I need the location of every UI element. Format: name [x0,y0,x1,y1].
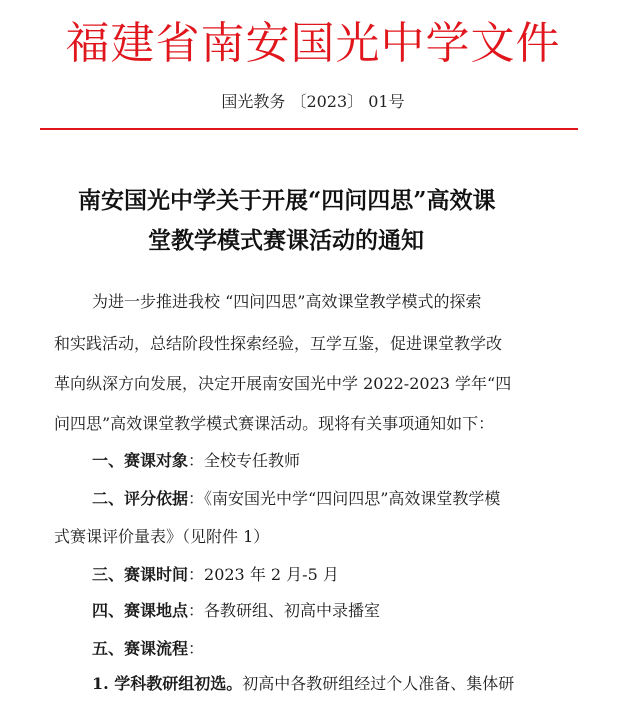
item-1-label: 一、赛课对象 [92,451,189,470]
item-1 [92,449,622,473]
step-1-label: 1. 学科教研组初选。 [92,674,243,693]
document-number: 国光教务 〔2023〕 01号 [221,92,405,111]
item-4-text: ：各教研组、初高中录播室 [188,601,381,620]
item-3-label: 三、赛课时间 [92,565,189,584]
item-4 [92,599,622,623]
item-5 [92,637,622,661]
step-1-text: 初高中各教研组经过个人准备、集体研 [242,674,515,693]
item-5-text: ： [188,639,205,658]
intro-line-1: 为进一步推进我校 “四问四思”高效课堂教学模式的探索 [92,292,482,311]
item-2-text-line-1: ：《南安国光中学“四问四思”高效课堂教学模 [188,489,501,508]
item-2 [92,487,622,511]
item-4-label: 四、赛课地点 [92,601,189,620]
item-2-label: 二、评分依据 [92,489,189,508]
document-header-title: 福建省南安国光中学文件 [65,18,561,69]
intro-line-2: 和实践活动，总结阶段性探索经验，互学互鉴，促进课堂教学改 [54,334,503,353]
item-5-label: 五、赛课流程 [92,639,189,658]
header-divider [40,128,578,130]
intro-line-3: 革向纵深方向发展，决定开展南安国光中学 2022-2023 学年“四 [54,374,512,393]
item-3 [92,563,622,587]
item-3-text: ：2023 年 2 月-5 月 [188,565,339,584]
notice-title-line-2: 堂教学模式赛课活动的通知 [148,227,424,254]
item-1-text: ：全校专任教师 [188,451,301,470]
notice-title-line-1: 南安国光中学关于开展“四问四思”高效课 [78,187,496,214]
step-1 [92,672,622,696]
intro-line-4: 问四思”高效课堂教学模式赛课活动。现将有关事项通知如下： [54,414,495,433]
item-2-text-line-2: 式赛课评价量表》（见附件 1） [54,527,270,546]
